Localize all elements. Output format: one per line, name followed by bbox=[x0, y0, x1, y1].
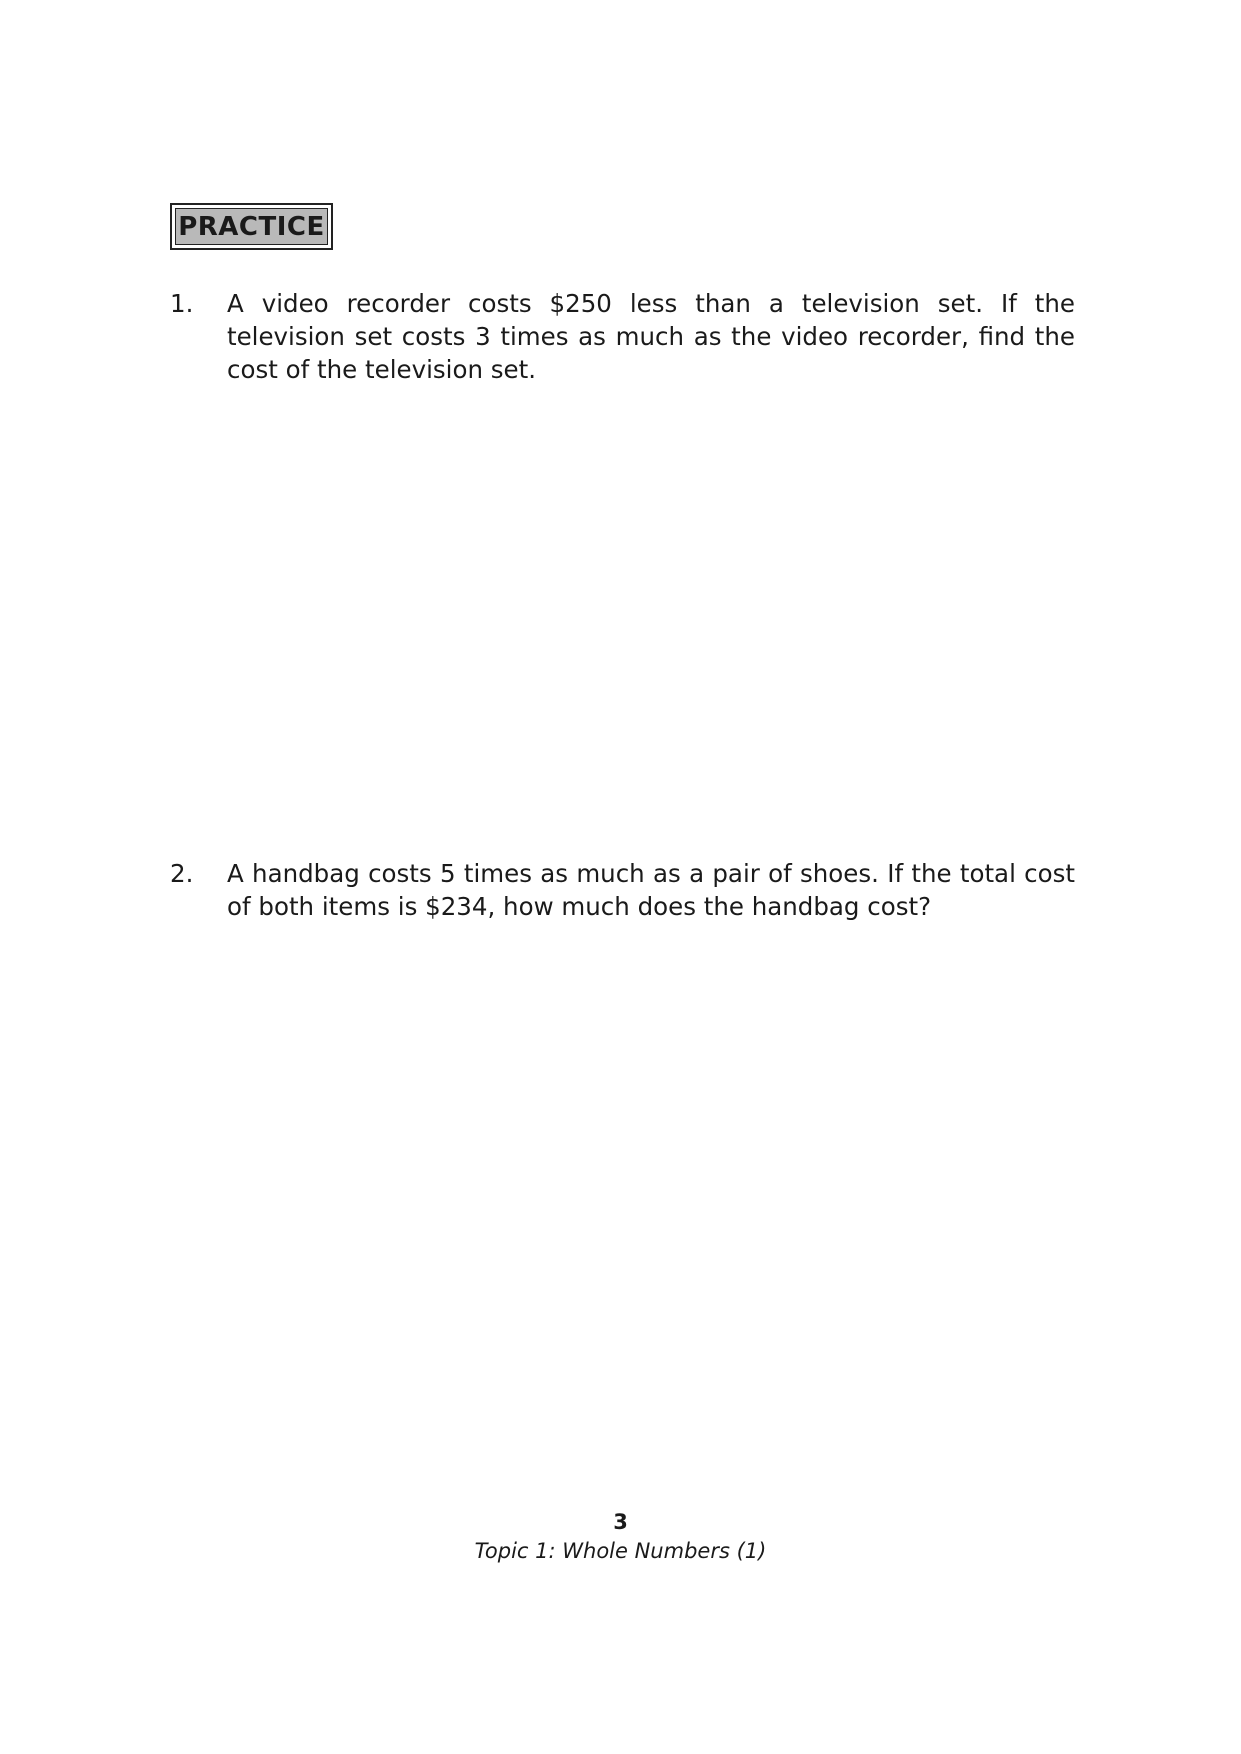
question-item bbox=[170, 857, 1075, 923]
practice-heading-box bbox=[170, 203, 333, 250]
question-text: A handbag costs 5 times as much as a pair of shoes. If the total cost of both items is $234, how much does the handbag cost? bbox=[227, 859, 1075, 921]
question-number: 1. bbox=[170, 289, 194, 318]
question-text: A video recorder costs $250 less than a television set. If the television set costs 3 times as much as the video recorder, find the cost of the television set. bbox=[227, 289, 1075, 384]
practice-heading-fill bbox=[175, 208, 328, 245]
question-number: 2. bbox=[170, 859, 194, 888]
question-item bbox=[170, 287, 1075, 386]
topic-footer: Topic 1: Whole Numbers (1) bbox=[474, 1539, 767, 1563]
practice-heading: PRACTICE bbox=[178, 211, 325, 242]
page-number: 3 bbox=[613, 1510, 628, 1534]
